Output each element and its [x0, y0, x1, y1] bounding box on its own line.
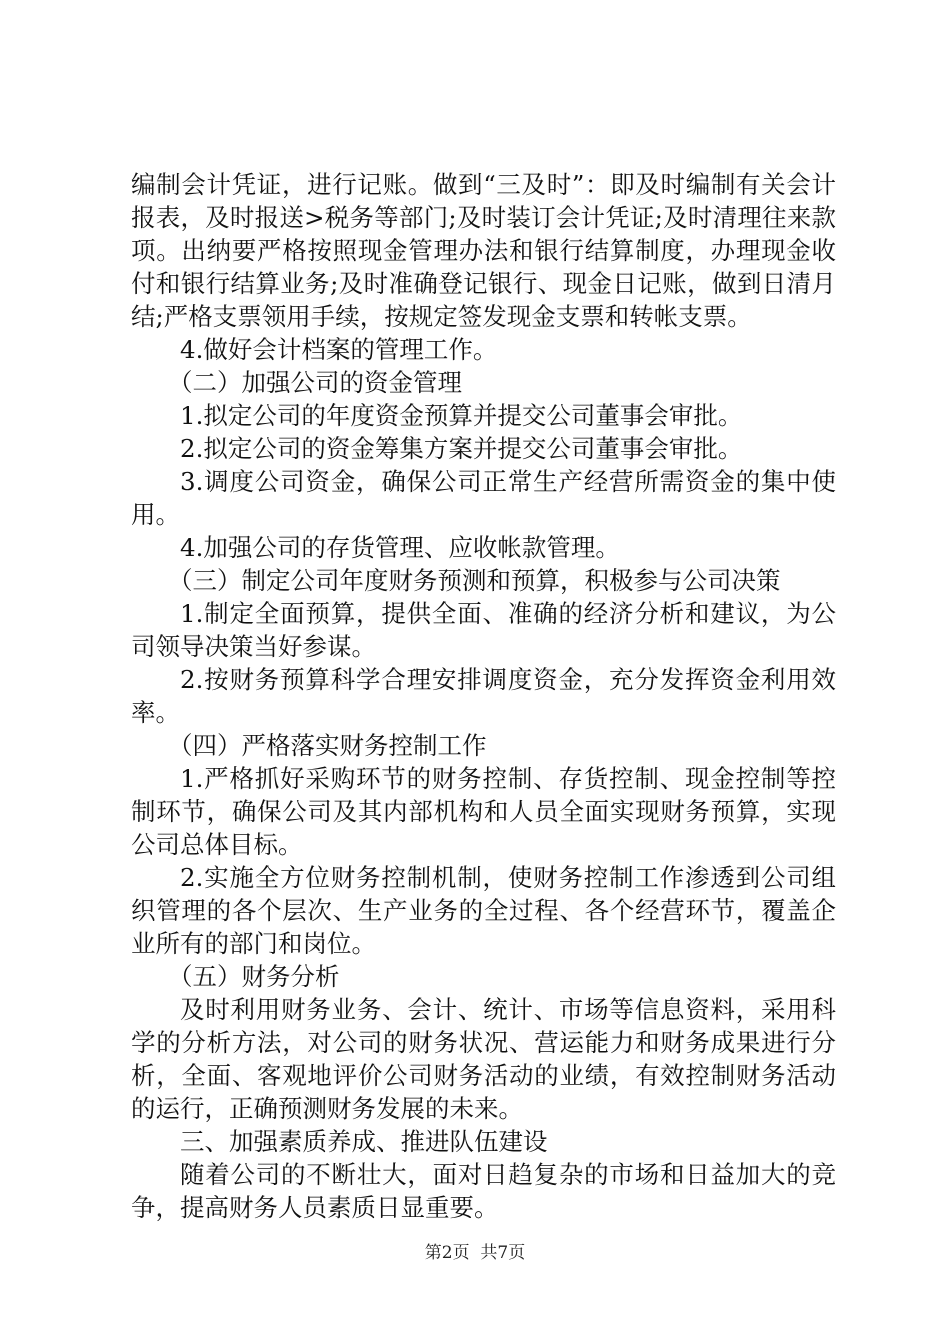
- paragraph-item: 2.实施全方位财务控制机制，使财务控制工作渗透到公司组织管理的各个层次、生产业务的全过程、各个经营环节，覆盖企业所有的部门和岗位。: [131, 863, 836, 958]
- paragraph-continuation: 编制会计凭证，进行记账。做到“三及时”：即及时编制有关会计报表，及时报送>税务等部门;及时装订会计凭证;及时清理往来款项。出纳要严格按照现金管理办法和银行结算制度，办理现金收付和银行结算业务;及时准确登记银行、现金日记账，做到日清月结;严格支票领用手续，按规定签发现金支票和转帐支票。: [131, 170, 836, 331]
- chapter-heading: 三、加强素质养成、推进队伍建设: [180, 1127, 548, 1156]
- paragraph-body: 随着公司的不断壮大，面对日趋复杂的市场和日益加大的竞争，提高财务人员素质日显重要。: [131, 1160, 836, 1222]
- section-heading: （五）财务分析: [168, 962, 340, 991]
- paragraph-item: 2.拟定公司的资金筹集方案并提交公司董事会审批。: [180, 434, 743, 463]
- page-number-label: 第2页 共7页: [424, 1243, 526, 1263]
- document-body: [131, 168, 836, 1224]
- section-heading: （四）严格落实财务控制工作: [168, 731, 487, 760]
- paragraph-item: 2.按财务预算科学合理安排调度资金，充分发挥资金利用效率。: [131, 665, 836, 727]
- paragraph-item: 3.调度公司资金，确保公司正常生产经营所需资金的集中使用。: [131, 467, 836, 529]
- paragraph-item: 1.拟定公司的年度资金预算并提交公司董事会审批。: [180, 401, 743, 430]
- paragraph-item: 1.严格抓好采购环节的财务控制、存货控制、现金控制等控制环节，确保公司及其内部机构和人员全面实现财务预算，实现公司总体目标。: [131, 764, 836, 859]
- paragraph-body: 及时利用财务业务、会计、统计、市场等信息资料，采用科学的分析方法，对公司的财务状况、营运能力和财务成果进行分析，全面、客观地评价公司财务活动的业绩，有效控制财务活动的运行，正确预测财务发展的未来。: [131, 995, 836, 1123]
- section-heading: （二）加强公司的资金管理: [168, 368, 462, 397]
- paragraph-item: 4.加强公司的存货管理、应收帐款管理。: [180, 533, 620, 562]
- paragraph-item: 4.做好会计档案的管理工作。: [180, 335, 498, 364]
- paragraph-item: 1.制定全面预算，提供全面、准确的经济分析和建议，为公司领导决策当好参谋。: [131, 599, 836, 661]
- section-heading: （三）制定公司年度财务预测和预算，积极参与公司决策: [168, 566, 781, 595]
- page-footer: [0, 1242, 950, 1264]
